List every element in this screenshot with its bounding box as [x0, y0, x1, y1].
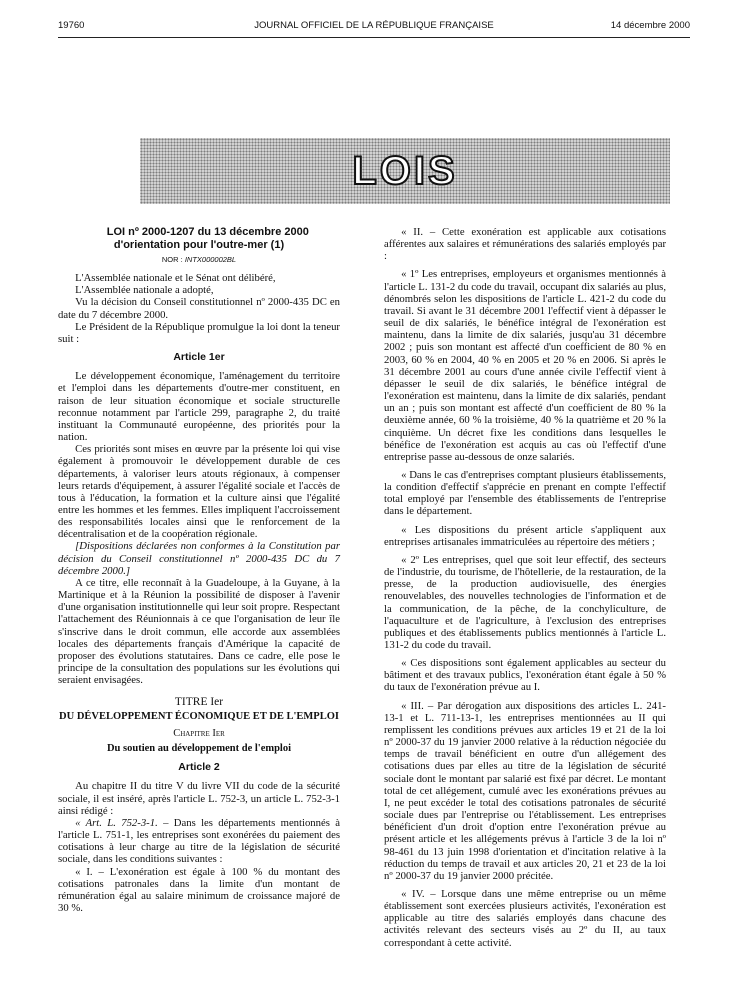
paragraph: « I. – L'exonération est égale à 100 % du montant des cotisations patronales dans la limite d'un montant de rémunération égal au salaire minimum de croissance majoré de 30 %. [58, 865, 340, 914]
right-column [384, 226, 666, 949]
paragraph: Vu la décision du Conseil constitutionnel nº 2000-435 DC en date du 7 décembre 2000. [58, 296, 340, 321]
left-column [58, 226, 340, 914]
paragraph [58, 817, 340, 866]
paragraph: L'Assemblée nationale a adopté, [75, 284, 214, 297]
paragraph: « Ces dispositions sont également applicables au secteur du bâtiment et des travaux publics, l'exonération étant égale à 50 % du taux de l'exonération prévue au I. [384, 657, 666, 694]
titre-subtitle: DU DÉVELOPPEMENT ÉCONOMIQUE ET DE L'EMPLOI [59, 711, 339, 723]
chapitre-subtitle: Du soutien au développement de l'emploi [106, 743, 292, 755]
paragraph: « II. – Cette exonération est applicable aux cotisations afférentes aux salaires et rémunérations des salariés employés par : [384, 226, 666, 263]
header-rule [58, 37, 690, 38]
page-number: 19760 [58, 20, 85, 31]
section-banner [140, 138, 670, 204]
nor-label: NOR : [161, 255, 183, 264]
paragraph: Au chapitre II du titre V du livre VII du code de la sécurité sociale, il est inséré, après l'article L. 752-3, un article L. 752-3-1 ainsi rédigé : [58, 780, 340, 817]
paragraph: « Les dispositions du présent article s'appliquent aux entreprises artisanales immatriculées au répertoire des métiers ; [384, 523, 666, 548]
paragraph: « 2º Les entreprises, quel que soit leur effectif, des secteurs de l'industrie, du tourisme, de l'hôtellerie, de la restauration, de la presse, de la production audiovisuelle, des énergies renouvelables, des nouvelles technologies de l'information et de la communication, de la pêche, de la conchyliculture, de l'aquaculture et de l'agriculture, à l'exclusion des entreprises publiques et des établissements publics mentionnés à l'article L. 131-2 du code du travail. [384, 553, 666, 651]
paragraph: Le Président de la République promulgue la loi dont la teneur suit : [58, 320, 340, 345]
paragraph: « IV. – Lorsque dans une même entreprise ou un même établissement sont exercées plusieurs activités, l'exonération est applicable au titre des salariés employés dans chacune des activités relevant des secteurs visés au 2º du II, au taux correspondant à cette activité. [384, 887, 666, 949]
paragraph: « 1º Les entreprises, employeurs et organismes mentionnés à l'article L. 131-2 du code du travail, occupant dix salariés au plus, dénombrés selon les dispositions de l'article L. 421-2 du code du travail. Si avant le 31 décembre 2001 l'effectif vient à dépasser le seuil de dix salariés, le bénéfice intégral de l'exonération est maintenu, dans la limite de dix salariés, jusqu'au 31 décembre 2002 ; puis son montant est affecté d'un coefficient de 80 % en 2003, 60 % en 2004, 40 % en 2005 et 20 % en 2006. Si après le 31 décembre 2001 au cours d'une année civile l'effectif vient à dépasser le seuil de dix salariés, le bénéfice intégral de l'exonération est maintenu, dans la limite de dix salariés, pendant un an ; puis son montant est affecté d'un coefficient de 80 % la deuxième année, 60 % la troisième, 40 % la quatrième et 20 % la cinquième. Un décret fixe les conditions dans lesquelles le bénéfice de l'exonération est acquis au cas où l'effectif d'une entreprise passe au-dessous de onze salariés. [384, 268, 666, 463]
paragraph: A ce titre, elle reconnaît à la Guadeloupe, à la Guyane, à la Martinique et à la Réunion la possibilité de disposer à l'avenir d'une organisation institutionnelle qui leur soit propre. Respectant l'attachement des Réunionnais à ce que l'organisation de leur île s'inscrive dans le droit commun, elle accorde aux assemblées locales des départements français d'Amérique la capacité de proposer des évolutions statutaires. Dans ce cadre, elle pose le principe de la consultation des populations sur les évolutions qui seraient envisagées. [58, 576, 340, 687]
article-1-heading: Article 1er [173, 351, 225, 364]
issue-date: 14 décembre 2000 [610, 20, 690, 31]
journal-title: JOURNAL OFFICIEL DE LA RÉPUBLIQUE FRANÇAISE [254, 20, 494, 31]
chapitre-heading: Chapitre Ier [173, 727, 225, 739]
nor-reference [58, 254, 340, 266]
paragraph: Le développement économique, l'aménagement du territoire et l'emploi dans les départements d'outre-mer constituent, en raison de leur situation économique et sociale structurelle reconnue notamment par l'article 299, paragraphe 2, du traité instituant la Communauté européenne, des priorités pour la nation. [58, 370, 340, 444]
paragraph-text: Dans les départements mentionnés à l'article L. 751-1, les entreprises sont exonérées du paiement des cotisations à leur charge au titre de la législation de sécurité sociale, dans les conditions suivantes : [58, 816, 340, 866]
paragraph: L'Assemblée nationale et le Sénat ont délibéré, [75, 272, 276, 285]
law-title: LOI nº 2000-1207 du 13 décembre 2000 d'orientation pour l'outre-mer (1) [106, 226, 309, 251]
section-title: LOIS [352, 149, 458, 193]
censored-provision: [Dispositions déclarées non conformes à la Constitution par décision du Conseil constitutionnel nº 2000-435 DC du 7 décembre 2000.] [58, 540, 340, 577]
paragraph: « Dans le cas d'entreprises comptant plusieurs établissements, la condition d'effectif s'apprécie en prenant en compte l'effectif total employé par l'ensemble des établissements de l'entreprise dans le département. [384, 468, 666, 518]
titre-heading: TITRE Ier [174, 696, 224, 709]
paragraph: « III. – Par dérogation aux dispositions des articles L. 241-13-1 et L. 711-13-1, les entreprises mentionnées au II qui remplissent les conditions prévues aux articles 19 et 21 de la loi nº 2000-37 du 19 janvier 2000 relative à la réduction négociée du temps de travail bénéficient en outre d'un allégement des cotisations dues par elles au titre de la législation de sécurité sociale dont le montant par salarié est fixé par décret. Le montant total de cet allégement, cumulé avec les exonérations prévues au I, ne peut excéder le total des cotisations patronales de sécurité sociale dues par l'entreprise ou l'établissement. Les entreprises bénéficient d'un droit d'option entre l'exonération prévue au présent article et les allégements prévus à l'article 3 de la loi nº 98-461 du 13 juin 1998 d'orientation et d'incitation relative à la réduction du temps de travail et aux articles 20, 21 et 23 de la loi nº 2000-37 du 19 janvier 2000 précitée. [384, 699, 666, 882]
article-2-heading: Article 2 [178, 761, 220, 774]
article-reference: « Art. L. 752-3-1. – [75, 816, 169, 829]
running-header [58, 20, 690, 34]
paragraph: Ces priorités sont mises en œuvre par la présente loi qui vise également à promouvoir le développement durable de ces départements, à valoriser leurs atouts régionaux, à compenser leurs retards d'équipement, à assurer l'égalité sociale et l'accès de tous à l'éducation, la formation et la culture ainsi que l'égalité entre les hommes et les femmes. Elles impliquent l'accroissement des responsabilités locales ainsi que le renforcement de la décentralisation et de la coopération régionale. [58, 443, 340, 541]
nor-code: INTX000002BL [184, 255, 237, 264]
